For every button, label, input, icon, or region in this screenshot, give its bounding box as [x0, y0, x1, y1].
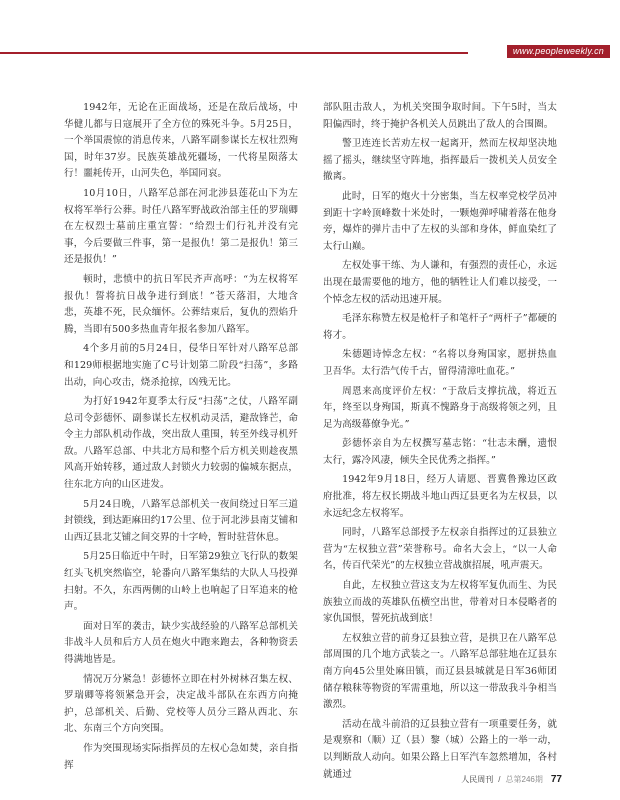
paragraph: 朱德题诗悼念左权：“名将以身殉国家，愿拼热血卫吾华。太行浩气传千古，留得清漳吐血花。”: [323, 349, 557, 377]
footer-separator: /: [498, 775, 501, 784]
paragraph: 左权独立营的前身辽县独立营，是拱卫在八路军总部周围的几个地方武装之一。八路军总部驻地在辽县东南方向45公里处麻田镇，而辽县县城就是日军36师团储存粮秣等物资的军需重地，所以这一带敌我斗争相当激烈。: [323, 632, 557, 711]
paragraph-continued: 部队阻击敌人，为机关突围争取时间。下午5时，当太阳偏西时，终于掩护各机关人员跳出了敌人的合围圈。: [323, 102, 557, 130]
paragraph: 5月24日晚，八路军总部机关一夜间绕过日军三道封锁线，到达距麻田约17公里、位于河北涉县南艾铺和山西辽县北艾铺之间交界的十字岭，暂时驻营休息。: [64, 498, 298, 543]
page-footer: [461, 774, 562, 785]
article-column-left: [64, 100, 298, 777]
paragraph: 同时，八路军总部授予左权亲自指挥过的辽县独立营为“左权独立营”荣誉称号。命名大会上，“以一人命名，传百代荣光”的左权独立营战旗招展，吼声震天。: [323, 527, 557, 572]
header-rule: [0, 52, 468, 54]
paragraph: 彭德怀亲自为左权撰写墓志铭：“壮志未酬，遗恨太行，露冷风凄，倾失全民优秀之指挥。”: [323, 438, 557, 466]
paragraph: 情况万分紧急！彭德怀立即在村外树林召集左权、罗瑞卿等将领紧急开会，决定战斗部队在东西方向掩护，总部机关、后勤、党校等人员分三路从西北、东北、东南三个方向突围。: [64, 673, 298, 735]
paragraph: 1942年，无论在正面战场，还是在敌后战场，中华健儿都与日寇展开了全方位的殊死斗争。5月25日，一个举国震惊的消息传来，八路军副参谋长左权壮烈殉国，时年37岁。民族英雄战死疆场，一代将星陨落太行！噩耗传开，山河失色，举国同哀。: [64, 102, 298, 180]
paragraph: 周恩来高度评价左权：“于敌后支撑抗战，将近五年，终至以身殉国，斯真不愧路身于高级将领之列，且足为高级幕僚争光。”: [323, 385, 557, 430]
paragraph: 作为突围现场实际指挥员的左权心急如焚，亲自指挥: [64, 742, 298, 771]
issue-number: 总第246期: [505, 775, 543, 784]
paragraph: 5月25日临近中午时，日军第29独立飞行队的数架红头飞机突然临空，轮番向八路军集结的大队人马投弹扫射。不久，东西两侧的山岭上也响起了日军追来的枪声。: [64, 551, 298, 613]
paragraph: 毛泽东称赞左权是枪杆子和笔杆子“两杆子”都硬的将才。: [323, 313, 557, 341]
paragraph: 为打好1942年夏季太行反“扫荡”之仗，八路军副总司令彭德怀、副参谋长左权机动灵活，避敌锋芒，命令主力部队机动作战，突出敌人重围，转至外线寻机歼敌。八路军总部、中共北方局和整个后方机关则趁夜黑风高开始转移，通过敌人封锁火力较弱的偏城东据点，往东北方向的山区进发。: [64, 396, 298, 491]
page-number: 77: [550, 774, 562, 785]
site-url-banner[interactable]: www.peopleweekly.cn: [507, 45, 610, 58]
paragraph: 4个多月前的5月24日，侵华日军针对八路军总部和129师根据地实施了C号计划第二阶段“扫荡”，多路出动，向心攻击，烧杀抢掠，凶残无比。: [64, 343, 298, 388]
paragraph: 警卫连连长苦劝左权一起离开，然而左权却坚决地摇了摇头，继续坚守阵地，指挥最后一拨机关人员安全撤离。: [323, 138, 557, 183]
paragraph: 1942年9月18日，经万人请愿、晋冀鲁豫边区政府批准，将左权长期战斗地山西辽县更名为左权县，以永远纪念左权将军。: [323, 474, 557, 519]
article-column-right: [323, 100, 557, 786]
paragraph: 左权处事干练、为人谦和，有强烈的责任心，永远出现在最需要他的地方，他的牺牲让人们难以接受，一个悼念左权的活动迅速开展。: [323, 260, 557, 305]
paragraph: 10月10日，八路军总部在河北涉县莲花山下为左权将军举行公葬。时任八路军野战政治部主任的罗瑞卿在左权烈士墓前庄重宣誓：“给烈士们行礼并没有完事，今后要做三件事，第一是报仇！第二是报仇！第三还是报仇！”: [64, 187, 298, 266]
paragraph: 顿时，悲愤中的抗日军民齐声高呼：“为左权将军报仇！誓将抗日战争进行到底！”苍天落泪，大地含悲，英雄不死，民众缅怀。公葬结束后，复仇的烈焰升腾，当即有500多热血青年报名参加八路军。: [64, 273, 298, 335]
magazine-name: 人民周刊: [461, 775, 494, 784]
paragraph: 此时，日军的炮火十分密集，当左权率党校学员冲到距十字岭顶峰数十米处时，一颗炮弹呼啸着落在他身旁，爆炸的弹片击中了左权的头部和身体，鲜血染红了太行山巅。: [323, 190, 557, 252]
paragraph: 活动在战斗前沿的辽县独立营有一项重要任务，就是观察和（顺）辽（县）黎（城）公路上的一举一动，以判断敌人动向。如果公路上日军汽车忽然增加，各村就通过: [323, 718, 557, 780]
paragraph: 自此，左权独立营这支为左权将军复仇而生、为民族独立而战的英雄队伍横空出世，带着对日本侵略者的家仇国恨，誓死抗战到底！: [323, 580, 557, 625]
paragraph: 面对日军的袭击，缺少实战经验的八路军总部机关非战斗人员和后方人员在炮火中跑来跑去，各种物资丢得满地皆是。: [64, 620, 298, 665]
